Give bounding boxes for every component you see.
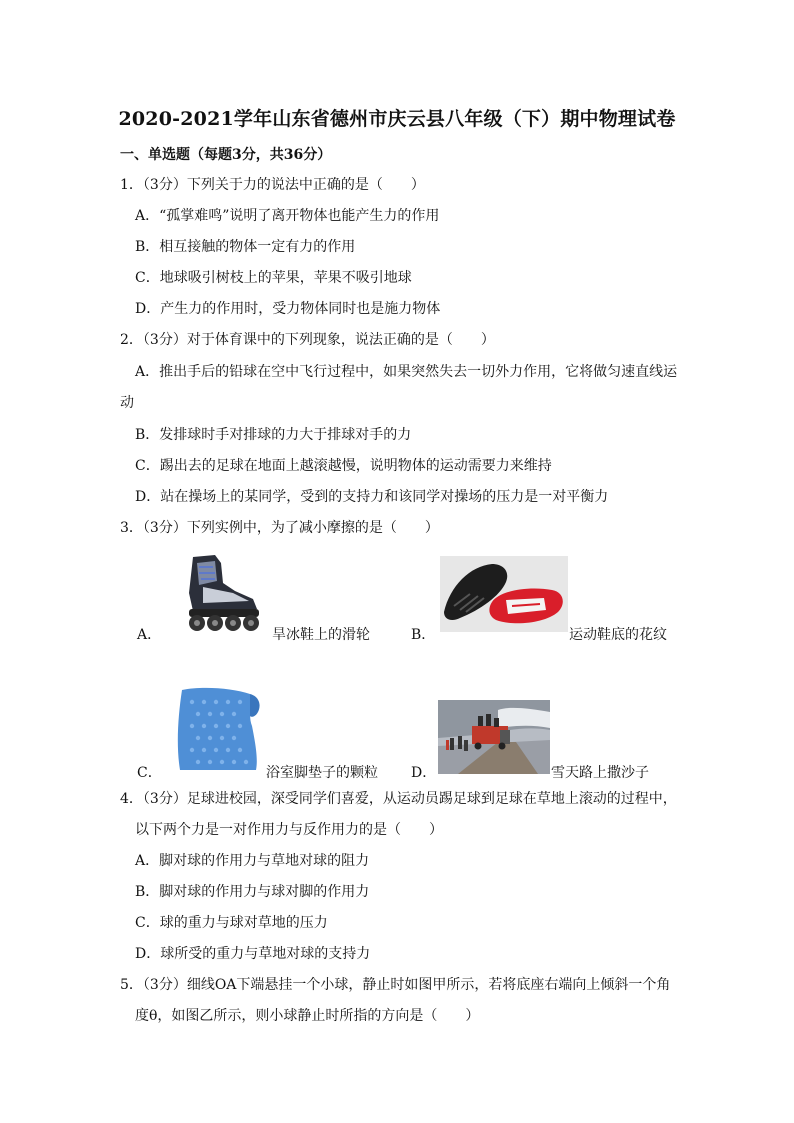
question-3-option-b-letter[interactable]: B． <box>411 627 436 643</box>
question-4-option-c[interactable]: C．球的重力与球对草地的压力 <box>135 915 328 931</box>
question-3-option-a-letter[interactable]: A． <box>137 627 162 643</box>
question-1-option-c[interactable]: C．地球吸引树枝上的苹果，苹果不吸引地球 <box>135 270 412 286</box>
question-4-stem-continued: 以下两个力是一对作用力与反作用力的是（ ） <box>135 822 443 838</box>
question-1-stem: 1．（3分）下列关于力的说法中正确的是（ ） <box>120 177 425 193</box>
bath-mat-image <box>172 686 266 774</box>
question-3-option-d-text: 雪天路上撒沙子 <box>551 765 649 781</box>
section-heading: 一、单选题（每题3分，共36分） <box>120 147 332 163</box>
page-title: 2020-2021学年山东省德州市庆云县八年级（下）期中物理试卷 <box>118 108 676 130</box>
question-2-option-d[interactable]: D．站在操场上的某同学，受到的支持力和该同学对操场的压力是一对平衡力 <box>135 489 609 505</box>
question-1-option-a[interactable]: A．“孤掌难鸣”说明了离开物体也能产生力的作用 <box>135 208 440 224</box>
question-2-stem: 2．（3分）对于体育课中的下列现象，说法正确的是（ ） <box>120 332 495 348</box>
question-1-option-b[interactable]: B．相互接触的物体一定有力的作用 <box>135 239 356 255</box>
question-5-stem: 5．（3分）细线OA下端悬挂一个小球，静止时如图甲所示，若将底座右端向上倾斜一个角 <box>120 977 671 993</box>
question-2-option-c[interactable]: C．踢出去的足球在地面上越滚越慢，说明物体的运动需要力来维持 <box>135 458 552 474</box>
question-3-option-a-text: 旱冰鞋上的滑轮 <box>272 627 370 643</box>
question-5-stem-continued: 度θ，如图乙所示，则小球静止时所指的方向是（ ） <box>135 1008 480 1024</box>
question-3-option-b-text: 运动鞋底的花纹 <box>569 627 667 643</box>
question-3-option-d-letter[interactable]: D． <box>411 765 437 781</box>
question-2-option-a[interactable]: A．推出手后的铅球在空中飞行过程中，如果突然失去一切外力作用，它将做匀速直线运 <box>135 364 678 380</box>
question-1-option-d[interactable]: D．产生力的作用时，受力物体同时也是施力物体 <box>135 301 441 317</box>
snowy-road-image <box>438 700 550 774</box>
sneaker-sole-image <box>440 556 568 632</box>
question-4-stem: 4．（3分）足球进校园，深受同学们喜爱，从运动员踢足球到足球在草地上滚动的过程中， <box>120 791 677 807</box>
question-4-option-a[interactable]: A．脚对球的作用力与草地对球的阻力 <box>135 853 370 869</box>
roller-skate-image <box>163 553 263 635</box>
question-3-option-c-letter[interactable]: C． <box>137 765 162 781</box>
question-3-stem: 3．（3分）下列实例中，为了减小摩擦的是（ ） <box>120 520 439 536</box>
question-4-option-d[interactable]: D．球所受的重力与草地对球的支持力 <box>135 946 371 962</box>
question-3-option-c-text: 浴室脚垫子的颗粒 <box>266 765 378 781</box>
question-4-option-b[interactable]: B．脚对球的作用力与球对脚的作用力 <box>135 884 370 900</box>
question-2-option-a-continued: 动 <box>120 395 134 411</box>
question-2-option-b[interactable]: B．发排球时手对排球的力大于排球对手的力 <box>135 427 412 443</box>
